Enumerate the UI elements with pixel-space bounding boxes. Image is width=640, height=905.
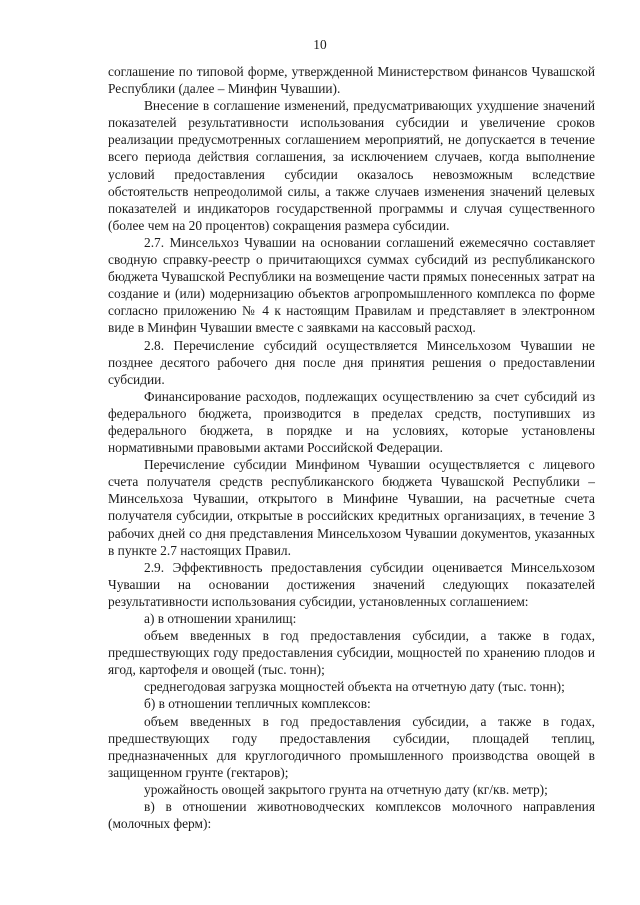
list-item: б) в отношении тепличных комплексов:: [144, 696, 371, 712]
paragraph: Финансирование расходов, подлежащих осуществлению за счет субсидий из федерального бюджета, производится в пределах средств, поступивших из федерального бюджета, в порядке и на условиях, которые установлены нормативными правовыми актами Российской Федерации.: [108, 388, 595, 456]
paragraph: объем введенных в год предоставления субсидии, а также в годах, предшествующих году предоставления субсидии, мощностей по хранению плодов и ягод, картофеля и овощей (тыс. тонн);: [108, 628, 595, 678]
list-item: в) в отношении животноводческих комплексов молочного направления (молочных ферм):: [108, 799, 595, 832]
list-item: а) в отношении хранилищ:: [144, 611, 297, 626]
paragraph: 2.9. Эффективность предоставления субсидии оценивается Минсельхозом Чувашии на основании достижения значений следующих показателей результативности использования субсидии, установленных соглашением:: [108, 559, 595, 609]
paragraph: урожайность овощей закрытого грунта на отчетную дату (кг/кв. метр);: [144, 781, 548, 797]
paragraph: 2.7. Минсельхоз Чувашии на основании соглашений ежемесячно составляет сводную справку-реестр о причитающихся суммах субсидий из республиканского бюджета Чувашской Республики на возмещение части прямых понесенных затрат на создание и (или) модернизацию объектов агропромышленного комплекса по форме согласно приложению № 4 к настоящим Правилам и представляет в электронном виде в Минфин Чувашии вместе с заявками на кассовый расход.: [108, 234, 595, 336]
paragraph: Внесение в соглашение изменений, предусматривающих ухудшение значений показателей результативности использования субсидии и увеличение сроков реализации предусмотренных соглашением мероприятий, не допускается в течение всего периода действия соглашения, за исключением случаев, когда выполнение условий предоставления субсидии оказалось невозможным вследствие обстоятельств непреодолимой силы, а также случаев изменения значений целевых показателей и индикаторов государственной программы и случая существенного (более чем на 20 процентов) сокращения размера субсидии.: [108, 98, 595, 233]
page-number: 10: [313, 37, 327, 52]
paragraph: соглашение по типовой форме, утвержденной Министерством финансов Чувашской Республики (далее – Минфин Чувашии).: [108, 64, 595, 97]
paragraph: среднегодовая загрузка мощностей объекта на отчетную дату (тыс. тонн);: [144, 679, 565, 695]
paragraph: Перечисление субсидии Минфином Чувашии осуществляется с лицевого счета получателя средств республиканского бюджета Чувашской Республики – Минсельхоза Чувашии, открытого в Минфине Чувашии, на расчетные счета получателя субсидии, открытые в российских кредитных организациях, в течение 3 рабочих дней со дня представления Минсельхозом Чувашии документов, указанных в пункте 2.7 настоящих Правил.: [108, 457, 595, 558]
paragraph: объем введенных в год предоставления субсидии, а также в годах, предшествующих году предоставления субсидии, площадей теплиц, предназначенных для круглогодичного промышленного производства овощей в защищенном грунте (гектаров);: [108, 713, 595, 780]
paragraph: 2.8. Перечисление субсидий осуществляется Минсельхозом Чувашии не позднее десятого рабочего дня после дня принятия решения о предоставлении субсидии.: [108, 337, 595, 387]
document-body: [108, 63, 595, 832]
